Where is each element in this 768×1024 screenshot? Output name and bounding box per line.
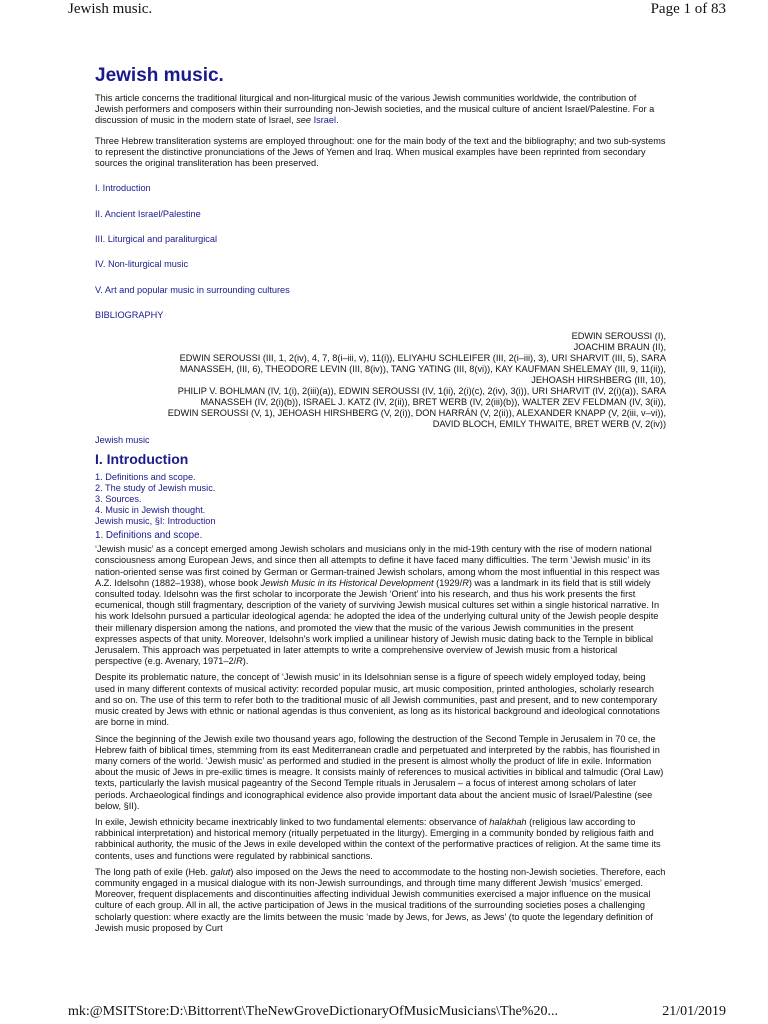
text-run: ) was a landmark in its field that is still widely consulted today. Idelsohn was the first scholar to incorporate the Jewish ‘Orient’ into his research, and thus his work presents the first ecumenical, though still fragmentary, description of the variety of surviving Jewish musical cultures set within a single historical narrative. In his work Idelsohn pursued a particular ideological agenda: he adopted the idea of the underlying cultural unity of the Jewish people despite their millenary dispersion among the nations, and promoted the view that the music of the various Jewish communities in the present expresses aspects of that unity. Moreover, Idelsohn's work implied a unilinear history of Jewish music dating back to the Temple in biblical Jerusalem. This approach was perpetuated in later attempts to write a comprehensive overview of Jewish music from a historical perspective (e.g. Avenary, 1971–2/ (95, 577, 660, 667)
author-line: JEHOASH HIRSHBERG (III, 10), (531, 375, 666, 386)
subsection-heading: 1. Definitions and scope. (95, 530, 203, 542)
body-paragraph-4 (95, 817, 666, 862)
sub-link-definitions[interactable]: 1. Definitions and scope. (95, 471, 196, 482)
header-title: Jewish music. (68, 1, 153, 17)
breadcrumb-jewish-music[interactable]: Jewish music (95, 435, 150, 446)
toc-liturgical[interactable]: III. Liturgical and paraliturgical (95, 234, 218, 244)
body-paragraph-5 (95, 867, 666, 934)
sub-link-sources[interactable]: 3. Sources. (95, 493, 142, 504)
text-run: The long path of exile (Heb. (95, 866, 211, 877)
section-contents (95, 472, 666, 527)
intro-text: This article concerns the traditional liturgical and non-liturgical music of the various Jewish communities worldwide, the contribution of Jewish performers and composers within their surrounding non-Jewish societies, and the musical culture of ancient Israel/Palestine. For a discussion of music in the modern state of Israel, (95, 93, 655, 126)
sub-link-study[interactable]: 2. The study of Jewish music. (95, 482, 216, 493)
toc-art-popular[interactable]: V. Art and popular music in surrounding cultures (95, 284, 290, 295)
body-paragraph-1 (95, 544, 666, 667)
page-header (0, 0, 768, 22)
author-line: MANASSEH, (III, 6), THEODORE LEVIN (III, 8(iv)), TANG YATING (III, 8(vi)), KAY KAUFMAN SHELEMAY (III, 9, 11(ii)), (179, 364, 666, 375)
page-footer (0, 1002, 768, 1024)
intro-end: . (336, 115, 339, 126)
toc-introduction[interactable]: I. Introduction (95, 183, 151, 194)
text-run: In exile, Jewish ethnicity became inextricably linked to two fundamental elements: observance of (95, 816, 490, 827)
toc-ancient-israel[interactable]: II. Ancient Israel/Palestine (95, 208, 201, 219)
breadcrumb-introduction[interactable]: Jewish music, §I: Introduction (95, 515, 216, 526)
page-title: Jewish music. (95, 65, 224, 86)
article-body (95, 544, 666, 934)
israel-link[interactable]: Israel (313, 115, 337, 126)
toc-non-liturgical[interactable]: IV. Non-liturgical music (95, 259, 189, 270)
book-title: Jewish Music in its Historical Development (260, 577, 434, 588)
footer-date: 21/01/2019 (662, 1004, 726, 1019)
section-heading: I. Introduction (95, 450, 189, 467)
intro-paragraph-1 (95, 93, 666, 127)
author-line: JOACHIM BRAUN (II), (573, 342, 666, 353)
text-run: (1929/ (433, 577, 463, 588)
footer-path: mk:@MSITStore:D:\Bittorrent\TheNewGroveDictionaryOfMusicMusicians\The%20... (68, 1004, 558, 1019)
toc-bibliography[interactable]: BIBLIOGRAPHY (95, 310, 164, 321)
author-line: PHILIP V. BOHLMAN (IV, 1(i), 2(iii)(a)), EDWIN SEROUSSI (IV, 1(ii), 2(i)(c), 2(iv), 3(i)), URI SHARVIT (IV, 2(i)(a)), SARA (177, 386, 666, 397)
text-run: (religious law according to rabbinical interpretation) and historical memory (ritually perpetuated in the liturgy). Emerging in a community bonded by religious faith and rabbinical authority, the music of the Jews in exile developed within the context of the performative practices of religion. At the same time its contents, uses and functions were regulated by rabbinical sanctions. (95, 816, 661, 861)
text-run: R (236, 656, 243, 667)
page-counter: Page 1 of 83 (650, 1, 726, 17)
author-line: EDWIN SEROUSSI (V, 1), JEHOASH HIRSHBERG (V, 2(i)), DON HARRÁN (V, 2(ii)), ALEXANDER KNAPP (V, 2(iii, v–vi)), (167, 408, 666, 419)
text-run: ‘Jewish music’ as a concept emerged among Jewish scholars and musicians only in the mid-19th century with the rise of modern national consciousness among European Jews, and since then all attempts to define it have faced many difficulties. The term ‘Jewish music’ in its nation-oriented sense was first coined by German or German-trained Jewish scholars, among whom the most influential in this respect was A.Z. Idelsohn (1882–1938), whose book (95, 544, 660, 588)
article (95, 64, 666, 939)
intro-paragraph-2: Three Hebrew transliteration systems are employed throughout: one for the main body of the text and the bibliography; and two sub-systems to represent the distinctive pronunciations of the Jews of Yemen and Iraq. When musical examples have been reprinted from secondary sources the original transliteration has been preserved. (95, 135, 666, 169)
table-of-contents (95, 183, 666, 321)
body-paragraph-2: Despite its problematic nature, the concept of ‘Jewish music’ in its Idelsohnian sense is a figure of speech widely employed today, being used in many different contexts of musical activity: recorded popular music, art music composition, printed anthologies, scholarly research and so on. The use of this term to refer both to the traditional music of all Jewish communities, past and present, and to new contemporary music created by Jews with ethnic or national agendas is thus convenient, as long as its historical background and ideological connotations are borne in mind. (95, 672, 660, 728)
term-halakhah: halakhah (489, 816, 527, 827)
author-line: EDWIN SEROUSSI (III, 1, 2(iv), 4, 7, 8(i–iii, v), 11(i)), ELIYAHU SCHLEIFER (III, 2(i–iii), 3), URI SHARVIT (III, 5), SARA (179, 353, 666, 364)
term-galut: galut (210, 866, 231, 877)
author-line: EDWIN SEROUSSI (I), (571, 331, 666, 342)
author-line: MANASSEH (IV, 2(i)(b)), ISRAEL J. KATZ (IV, 2(ii)), BRET WERB (IV, 2(iii)(b)), WALTER ZEV FELDMAN (IV, 3(ii)), (200, 397, 666, 408)
see-text: see (296, 115, 312, 126)
text-run: R (462, 577, 469, 588)
author-line: DAVID BLOCH, EMILY THWAITE, BRET WERB (V, 2(iv)) (432, 419, 666, 430)
sub-link-music-thought[interactable]: 4. Music in Jewish thought. (95, 504, 206, 515)
text-run: ) also imposed on the Jews the need to accommodate to the hosting non-Jewish societies. Therefore, each community engaged in a musical dialogue with its non-Jewish surroundings, and through time many different Jewish ‘musics’ emerged. Moreover, frequent displacements and discontinuities affecting individual Jewish communities exercised a major influence on the musical culture of each group. All in all, the active participation of Jews in the musical traditions of the surrounding societies poses a challenging scholarly question: where exactly are the limits between the music ‘made by Jews, for Jews, as Jews’ (to quote the legendary definition of Jewish music proposed by Curt (95, 866, 666, 933)
text-run: ). (242, 656, 249, 667)
author-credits (95, 331, 666, 430)
body-paragraph-3: Since the beginning of the Jewish exile two thousand years ago, following the destruction of the Second Temple in Jerusalem in 70 ce, the Hebrew faith of biblical times, stemming from its east Mediterranean cradle and perpetuated and interpreted by the rabbis, has flourished in many corners of the world. ‘Jewish music’ as performed and studied in the present is almost wholly the product of life in exile. Information about the music of Jews in pre-exilic times is meagre. It consists mainly of references to musical activities in biblical and talmudic (Oral Law) texts, particularly the lavish musical pageantry of the Second Temple rituals in Jerusalem – a focus of interest among scholars of later periods. Archaeological findings and iconographical evidence also provide important data about the ancient music of Israel/Palestine (see below, §II). (95, 733, 664, 811)
